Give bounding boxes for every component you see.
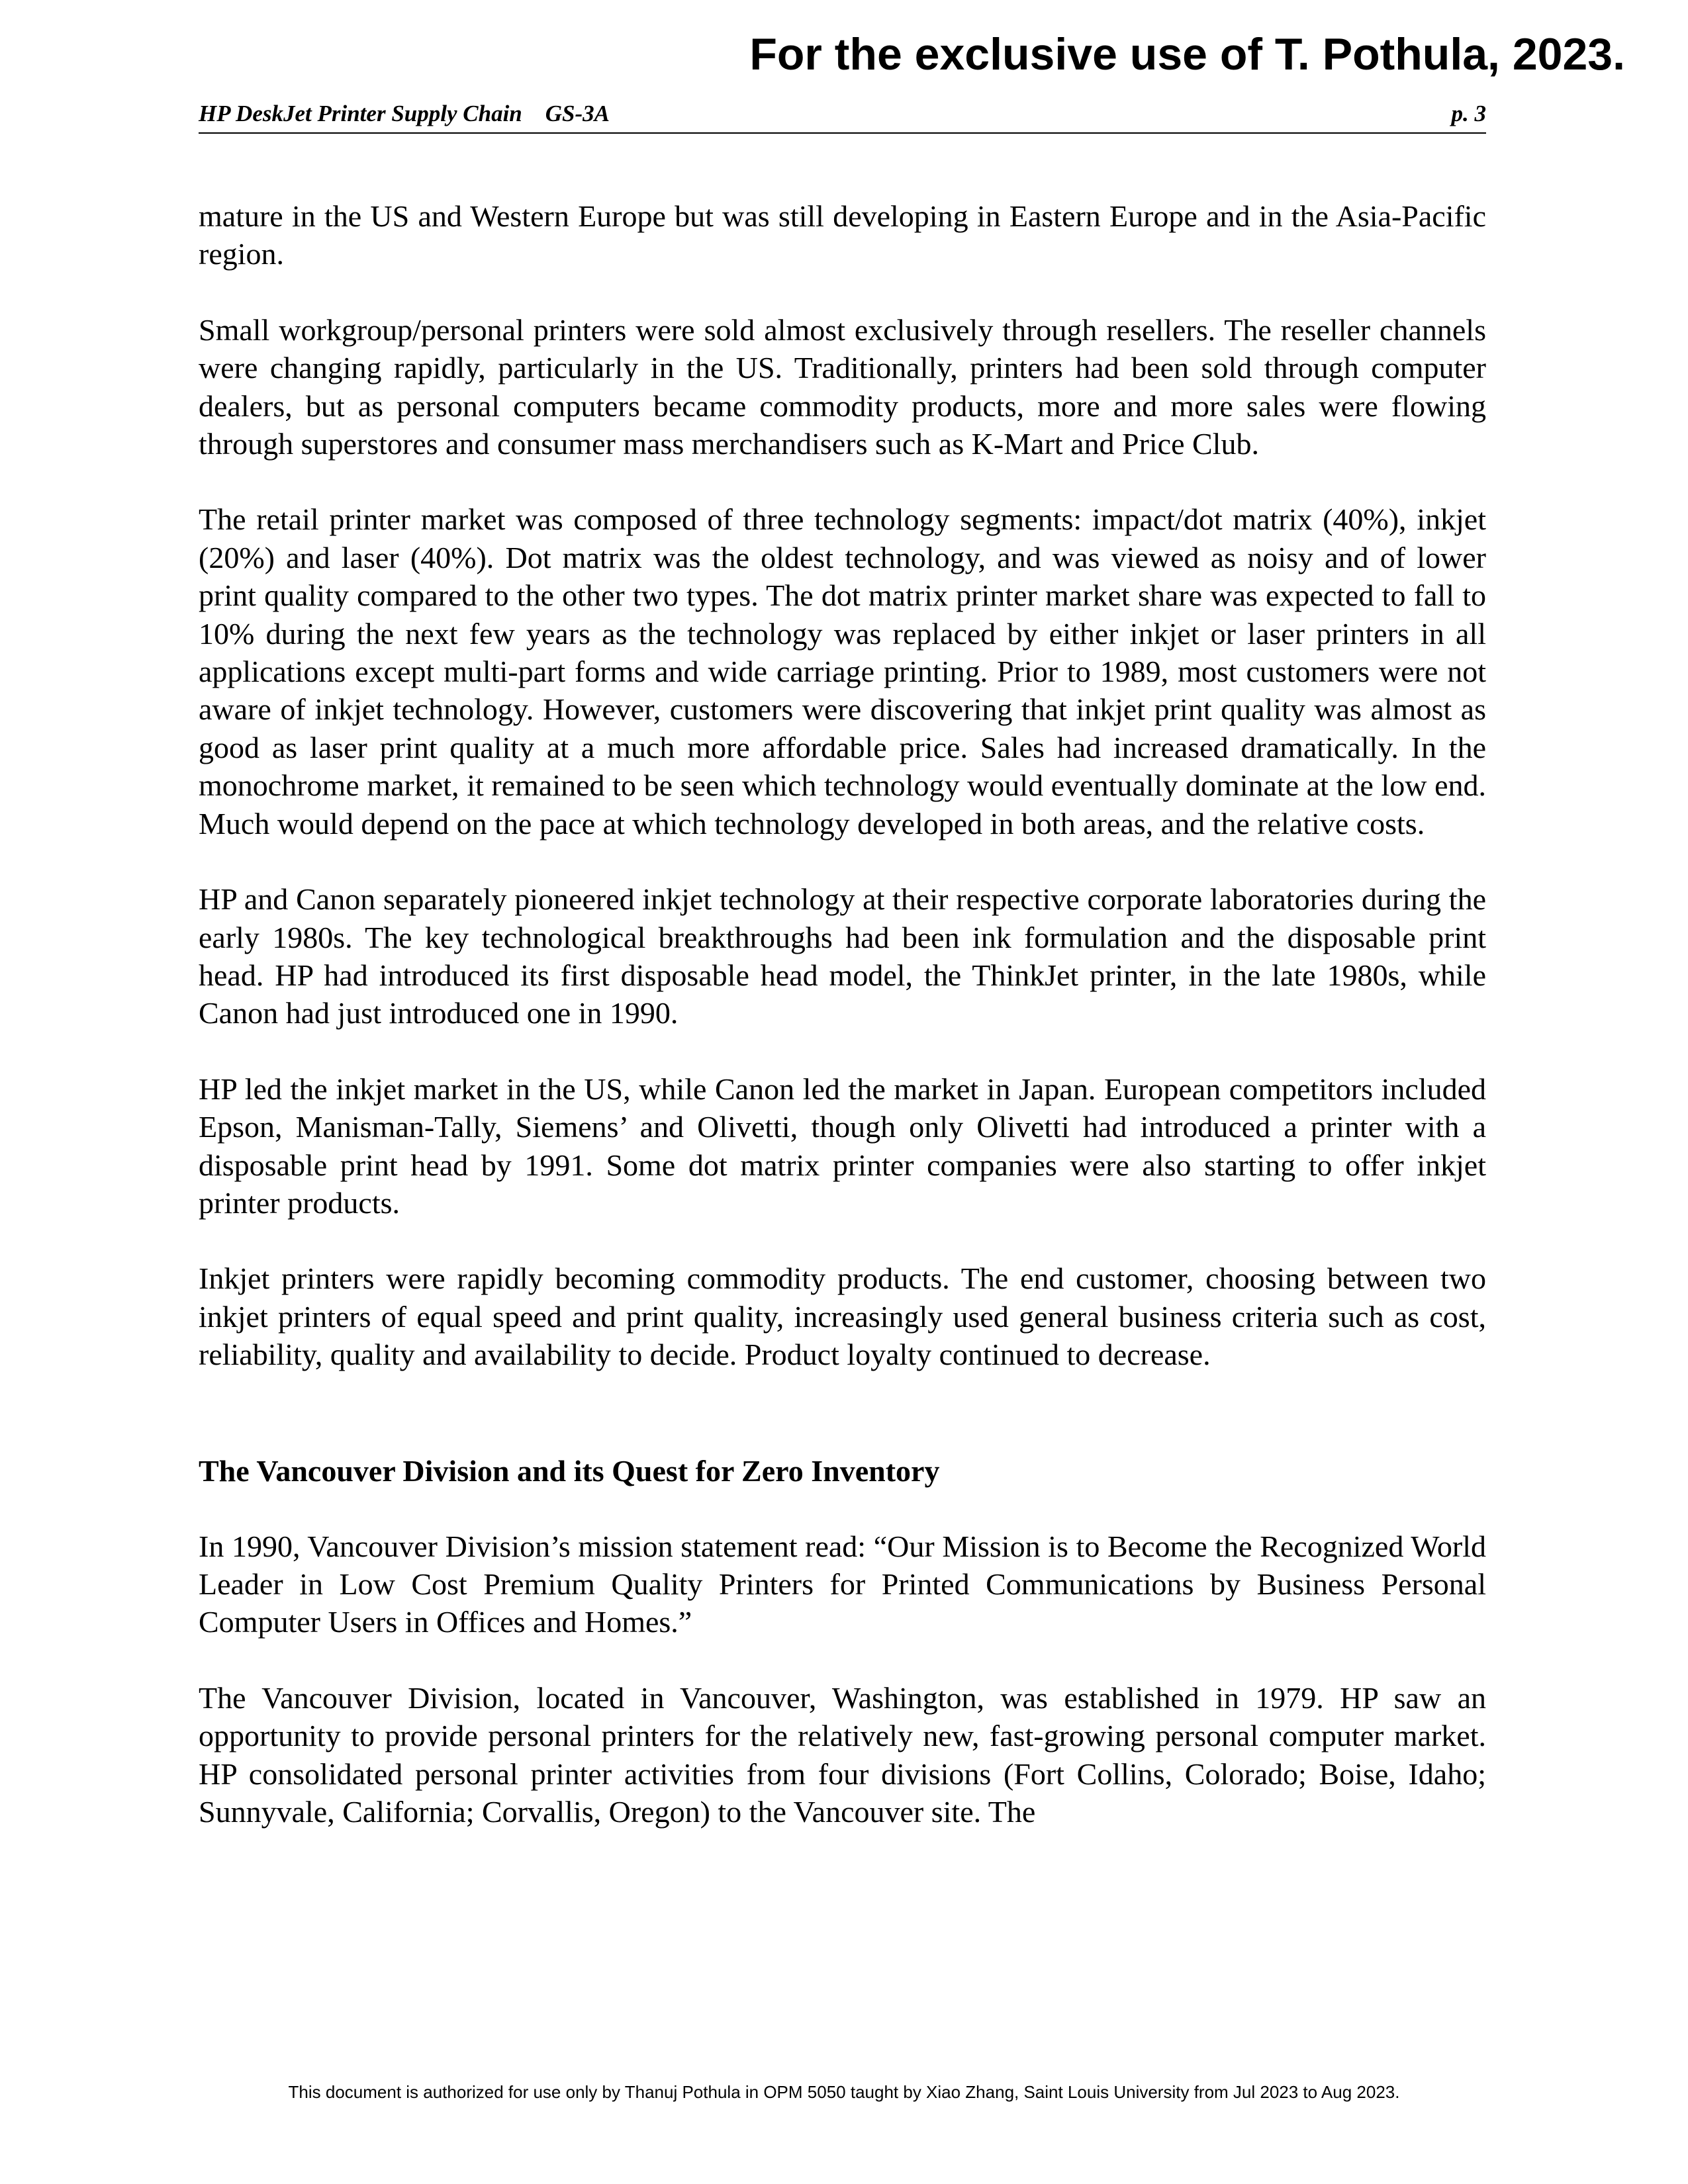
paragraph-commodity-products: Inkjet printers were rapidly becoming commodity products. The end customer, choosing between two inkjet printers of equal speed and print quality, increasingly used general business criteria such as cost, reliability, quality and availability to decide. Product loyalty continued to decrease. (199, 1261, 1486, 1372)
page-number: p. 3 (1451, 101, 1486, 126)
running-header (199, 98, 1486, 134)
paragraph-technology-segments: The retail printer market was composed of three technology segments: impact/dot matrix (40%), inkjet (20%) and laser (40%). Dot matrix was the oldest technology, and was viewed as noisy and of lower print quality compared to the other two types. The dot matrix printer market share was expected to fall to 10% during the next few years as the technology was replaced by either inkjet or laser printers in all applications except multi-part forms and wide carriage printing. Prior to 1989, most customers were not aware of inkjet technology. However, customers were discovering that inkjet print quality was almost as good as laser print quality at a much more affordable price. Sales had increased dramatically. In the monochrome market, it remained to be seen which technology would eventually dominate at the low end. Much would depend on the pace at which technology developed in both areas, and the relative costs. (199, 502, 1486, 841)
document-body (199, 197, 1486, 1868)
paragraph-mission-statement: In 1990, Vancouver Division’s mission statement read: “Our Mission is to Become the Recognized World Leader in Low Cost Premium Quality Printers for Printed Communications by Business Personal Computer Users in Offices and Homes.” (199, 1529, 1486, 1639)
authorization-footer: This document is authorized for use only by Thanuj Pothula in OPM 5050 taught by Xiao Zhang, Saint Louis University from Jul 2023 to Aug 2023. (288, 2082, 1400, 2102)
paragraph-inkjet-pioneers: HP and Canon separately pioneered inkjet technology at their respective corporate laboratories during the early 1980s. The key technological breakthroughs had been ink formulation and the disposable print head. HP had introduced its first disposable head model, the ThinkJet printer, in the late 1980s, while Canon had just introduced one in 1990. (199, 882, 1486, 1030)
paragraph-market-leaders: HP led the inkjet market in the US, while Canon led the market in Japan. European competitors included Epson, Manisman-Tally, Siemens’ and Olivetti, though only Olivetti had introduced a printer with a disposable print head by 1991. Some dot matrix printer companies were also starting to offer inkjet printer products. (199, 1071, 1486, 1220)
section-heading: The Vancouver Division and its Quest for Zero Inventory (199, 1453, 940, 1488)
exclusive-use-watermark: For the exclusive use of T. Pothula, 2023. (749, 29, 1625, 79)
paragraph-vancouver-division: The Vancouver Division, located in Vancouver, Washington, was established in 1979. HP saw an opportunity to provide personal printers for the relatively new, fast-growing personal computer market. HP consolidated personal printer activities from four divisions (Fort Collins, Colorado; Boise, Idaho; Sunnyvale, California; Corvallis, Oregon) to the Vancouver site. The (199, 1680, 1486, 1829)
header-title: HP DeskJet Printer Supply Chain GS-3A (199, 101, 610, 126)
paragraph-market-maturity: mature in the US and Western Europe but was still developing in Eastern Europe and in the Asia-Pacific region. (199, 199, 1486, 271)
paragraph-reseller-channels: Small workgroup/personal printers were sold almost exclusively through resellers. The reseller channels were changing rapidly, particularly in the US. Traditionally, printers had been sold through computer dealers, but as personal computers became commodity products, more and more sales were flowing through superstores and consumer mass merchandisers such as K-Mart and Price Club. (199, 312, 1486, 461)
